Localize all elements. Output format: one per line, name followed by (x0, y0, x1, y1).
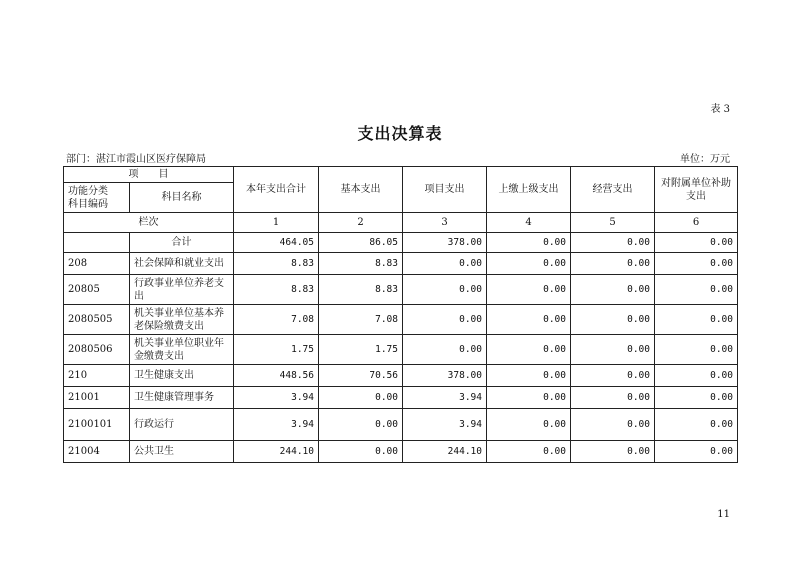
row-value-col-3: 0.00 (403, 253, 487, 275)
department-label: 部门：湛江市霞山区医疗保障局 (66, 154, 206, 165)
row-code: 2080505 (64, 305, 130, 335)
row-value-col-3: 0.00 (403, 305, 487, 335)
row-value-col-1: 8.83 (234, 253, 319, 275)
header-col-5: 经营支出 (571, 167, 655, 213)
row-value-col-4: 0.00 (487, 233, 571, 253)
unit-label: 单位：万元 (680, 154, 730, 165)
header-col-6: 对附属单位补助 支出 (655, 167, 738, 213)
row-value-col-3: 378.00 (403, 233, 487, 253)
row-value-col-4: 0.00 (487, 409, 571, 441)
row-value-col-3: 3.94 (403, 387, 487, 409)
row-value-col-4: 0.00 (487, 387, 571, 409)
header-col-2: 基本支出 (319, 167, 403, 213)
col-number-3: 3 (403, 213, 487, 233)
col-number-1: 1 (234, 213, 319, 233)
row-value-col-1: 464.05 (234, 233, 319, 253)
row-value-col-6: 0.00 (655, 387, 738, 409)
row-code: 21004 (64, 441, 130, 463)
header-subject-name: 科目名称 (130, 183, 234, 213)
row-value-col-3: 244.10 (403, 441, 487, 463)
row-subject-name: 机关事业单位职业年金缴费支出 (130, 335, 234, 365)
row-value-col-3: 378.00 (403, 365, 487, 387)
row-value-col-2: 0.00 (319, 409, 403, 441)
expenditure-table (63, 166, 738, 463)
table-number: 表 3 (710, 104, 730, 115)
row-code: 2100101 (64, 409, 130, 441)
row-value-col-2: 8.83 (319, 275, 403, 305)
row-code: 210 (64, 365, 130, 387)
table-row (64, 335, 738, 365)
col-number-2: 2 (319, 213, 403, 233)
row-value-col-2: 1.75 (319, 335, 403, 365)
row-value-col-1: 7.08 (234, 305, 319, 335)
row-subject-name: 公共卫生 (130, 441, 234, 463)
row-code: 208 (64, 253, 130, 275)
row-code: 21001 (64, 387, 130, 409)
row-value-col-6: 0.00 (655, 305, 738, 335)
row-value-col-4: 0.00 (487, 365, 571, 387)
row-value-col-2: 8.83 (319, 253, 403, 275)
row-value-col-6: 0.00 (655, 365, 738, 387)
row-value-col-2: 0.00 (319, 441, 403, 463)
table-row (64, 253, 738, 275)
row-value-col-3: 0.00 (403, 275, 487, 305)
row-value-col-5: 0.00 (571, 365, 655, 387)
row-value-col-1: 1.75 (234, 335, 319, 365)
col-number-5: 5 (571, 213, 655, 233)
header-col-3: 项目支出 (403, 167, 487, 213)
row-code: 2080506 (64, 335, 130, 365)
table-row (64, 409, 738, 441)
row-value-col-4: 0.00 (487, 441, 571, 463)
row-value-col-4: 0.00 (487, 335, 571, 365)
row-value-col-4: 0.00 (487, 275, 571, 305)
row-number-label: 栏次 (64, 213, 234, 233)
row-value-col-5: 0.00 (571, 253, 655, 275)
row-code (64, 233, 130, 253)
row-value-col-5: 0.00 (571, 335, 655, 365)
row-value-col-1: 448.56 (234, 365, 319, 387)
row-value-col-2: 7.08 (319, 305, 403, 335)
row-value-col-6: 0.00 (655, 275, 738, 305)
row-value-col-4: 0.00 (487, 305, 571, 335)
row-subject-name: 行政运行 (130, 409, 234, 441)
row-subject-name: 卫生健康管理事务 (130, 387, 234, 409)
row-value-col-2: 0.00 (319, 387, 403, 409)
row-value-col-1: 8.83 (234, 275, 319, 305)
row-value-col-5: 0.00 (571, 275, 655, 305)
row-subject-name: 行政事业单位养老支出 (130, 275, 234, 305)
row-subject-name: 合计 (130, 233, 234, 253)
row-value-col-6: 0.00 (655, 233, 738, 253)
header-func-code: 功能分类 科目编码 (64, 183, 130, 213)
row-value-col-1: 3.94 (234, 387, 319, 409)
row-value-col-1: 244.10 (234, 441, 319, 463)
row-value-col-5: 0.00 (571, 441, 655, 463)
row-value-col-5: 0.00 (571, 233, 655, 253)
table-row (64, 365, 738, 387)
row-subject-name: 卫生健康支出 (130, 365, 234, 387)
col-number-4: 4 (487, 213, 571, 233)
row-value-col-6: 0.00 (655, 253, 738, 275)
row-value-col-2: 86.05 (319, 233, 403, 253)
row-value-col-6: 0.00 (655, 409, 738, 441)
table-row (64, 441, 738, 463)
row-value-col-6: 0.00 (655, 335, 738, 365)
row-value-col-6: 0.00 (655, 441, 738, 463)
header-item: 项 目 (64, 167, 234, 183)
row-value-col-4: 0.00 (487, 253, 571, 275)
header-col-4: 上缴上级支出 (487, 167, 571, 213)
row-value-col-3: 3.94 (403, 409, 487, 441)
table-row (64, 233, 738, 253)
table-row (64, 387, 738, 409)
row-subject-name: 社会保障和就业支出 (130, 253, 234, 275)
row-value-col-2: 70.56 (319, 365, 403, 387)
row-value-col-3: 0.00 (403, 335, 487, 365)
row-value-col-5: 0.00 (571, 387, 655, 409)
row-subject-name: 机关事业单位基本养老保险缴费支出 (130, 305, 234, 335)
table-row (64, 275, 738, 305)
page-number: 11 (717, 509, 730, 520)
row-code: 20805 (64, 275, 130, 305)
header-col-1: 本年支出合计 (234, 167, 319, 213)
table-row (64, 305, 738, 335)
row-value-col-1: 3.94 (234, 409, 319, 441)
col-number-6: 6 (655, 213, 738, 233)
page-title: 支出决算表 (357, 124, 443, 143)
row-value-col-5: 0.00 (571, 409, 655, 441)
row-value-col-5: 0.00 (571, 305, 655, 335)
